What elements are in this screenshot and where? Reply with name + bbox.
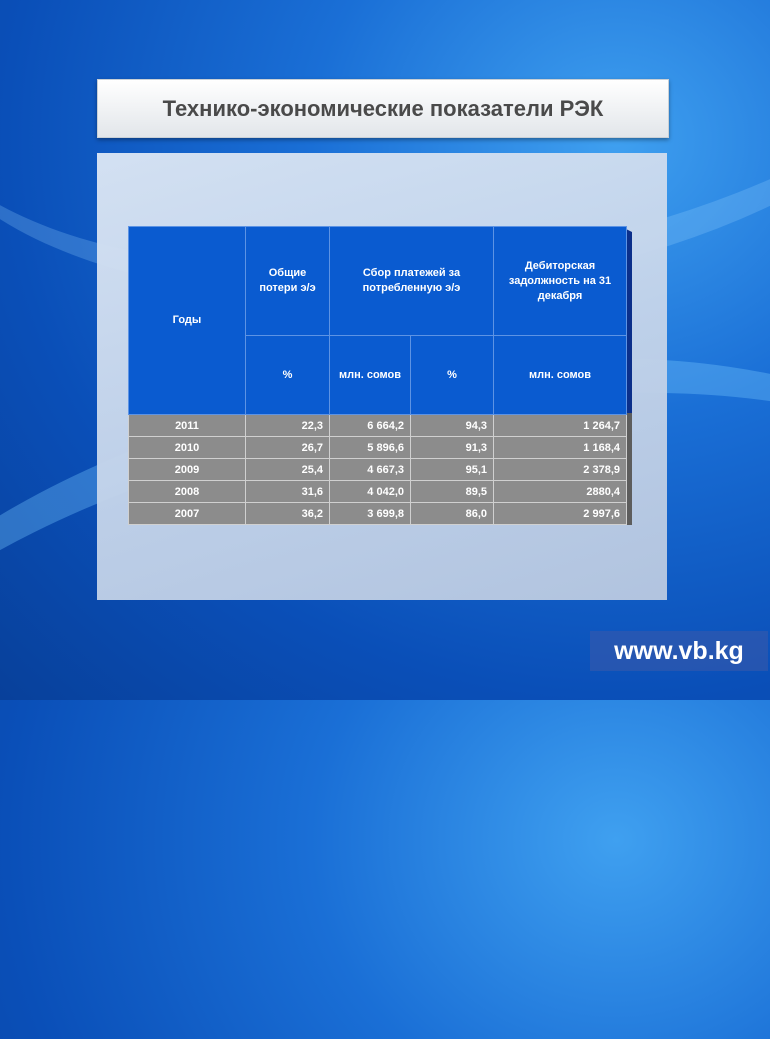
cell-collection-pct: 94,3 [411,415,494,437]
cell-collection-pct: 86,0 [411,503,494,525]
page-title: Технико-экономические показатели РЭК [162,95,604,121]
cell-losses: 31,6 [246,481,330,503]
cell-collection-mln: 5 896,6 [330,437,411,459]
cell-collection-mln: 4 042,0 [330,481,411,503]
cell-collection-pct: 91,3 [411,437,494,459]
data-table [128,226,627,525]
header-losses: Общие потери э/э [246,227,330,336]
cell-receivables: 2 378,9 [494,459,627,481]
cell-receivables: 1 264,7 [494,415,627,437]
cell-year: 2011 [129,415,246,437]
header-years: Годы [129,227,246,415]
cell-year: 2007 [129,503,246,525]
cell-receivables: 2 997,6 [494,503,627,525]
data-table-container [128,226,626,527]
header-receivables-unit: млн. сомов [494,336,627,415]
title-banner [97,79,669,138]
cell-losses: 36,2 [246,503,330,525]
cell-year: 2009 [129,459,246,481]
header-losses-unit: % [246,336,330,415]
cell-collection-mln: 4 667,3 [330,459,411,481]
cell-collection-mln: 3 699,8 [330,503,411,525]
watermark-text: www.vb.kg [614,636,744,665]
cell-collection-mln: 6 664,2 [330,415,411,437]
cell-receivables: 1 168,4 [494,437,627,459]
cell-losses: 26,7 [246,437,330,459]
cell-year: 2008 [129,481,246,503]
header-collection: Сбор платежей за потребленную э/э [330,227,494,336]
cell-year: 2010 [129,437,246,459]
cell-collection-pct: 95,1 [411,459,494,481]
cell-losses: 25,4 [246,459,330,481]
table-row [129,481,627,503]
header-receivables: Дебиторская задолжность на 31 декабря [494,227,627,336]
table-row [129,437,627,459]
cell-receivables: 2880,4 [494,481,627,503]
watermark [590,631,768,671]
header-collection-unit-mln: млн. сомов [330,336,411,415]
cell-losses: 22,3 [246,415,330,437]
cell-collection-pct: 89,5 [411,481,494,503]
table-row [129,459,627,481]
table-row [129,415,627,437]
header-collection-unit-pct: % [411,336,494,415]
table-row [129,503,627,525]
